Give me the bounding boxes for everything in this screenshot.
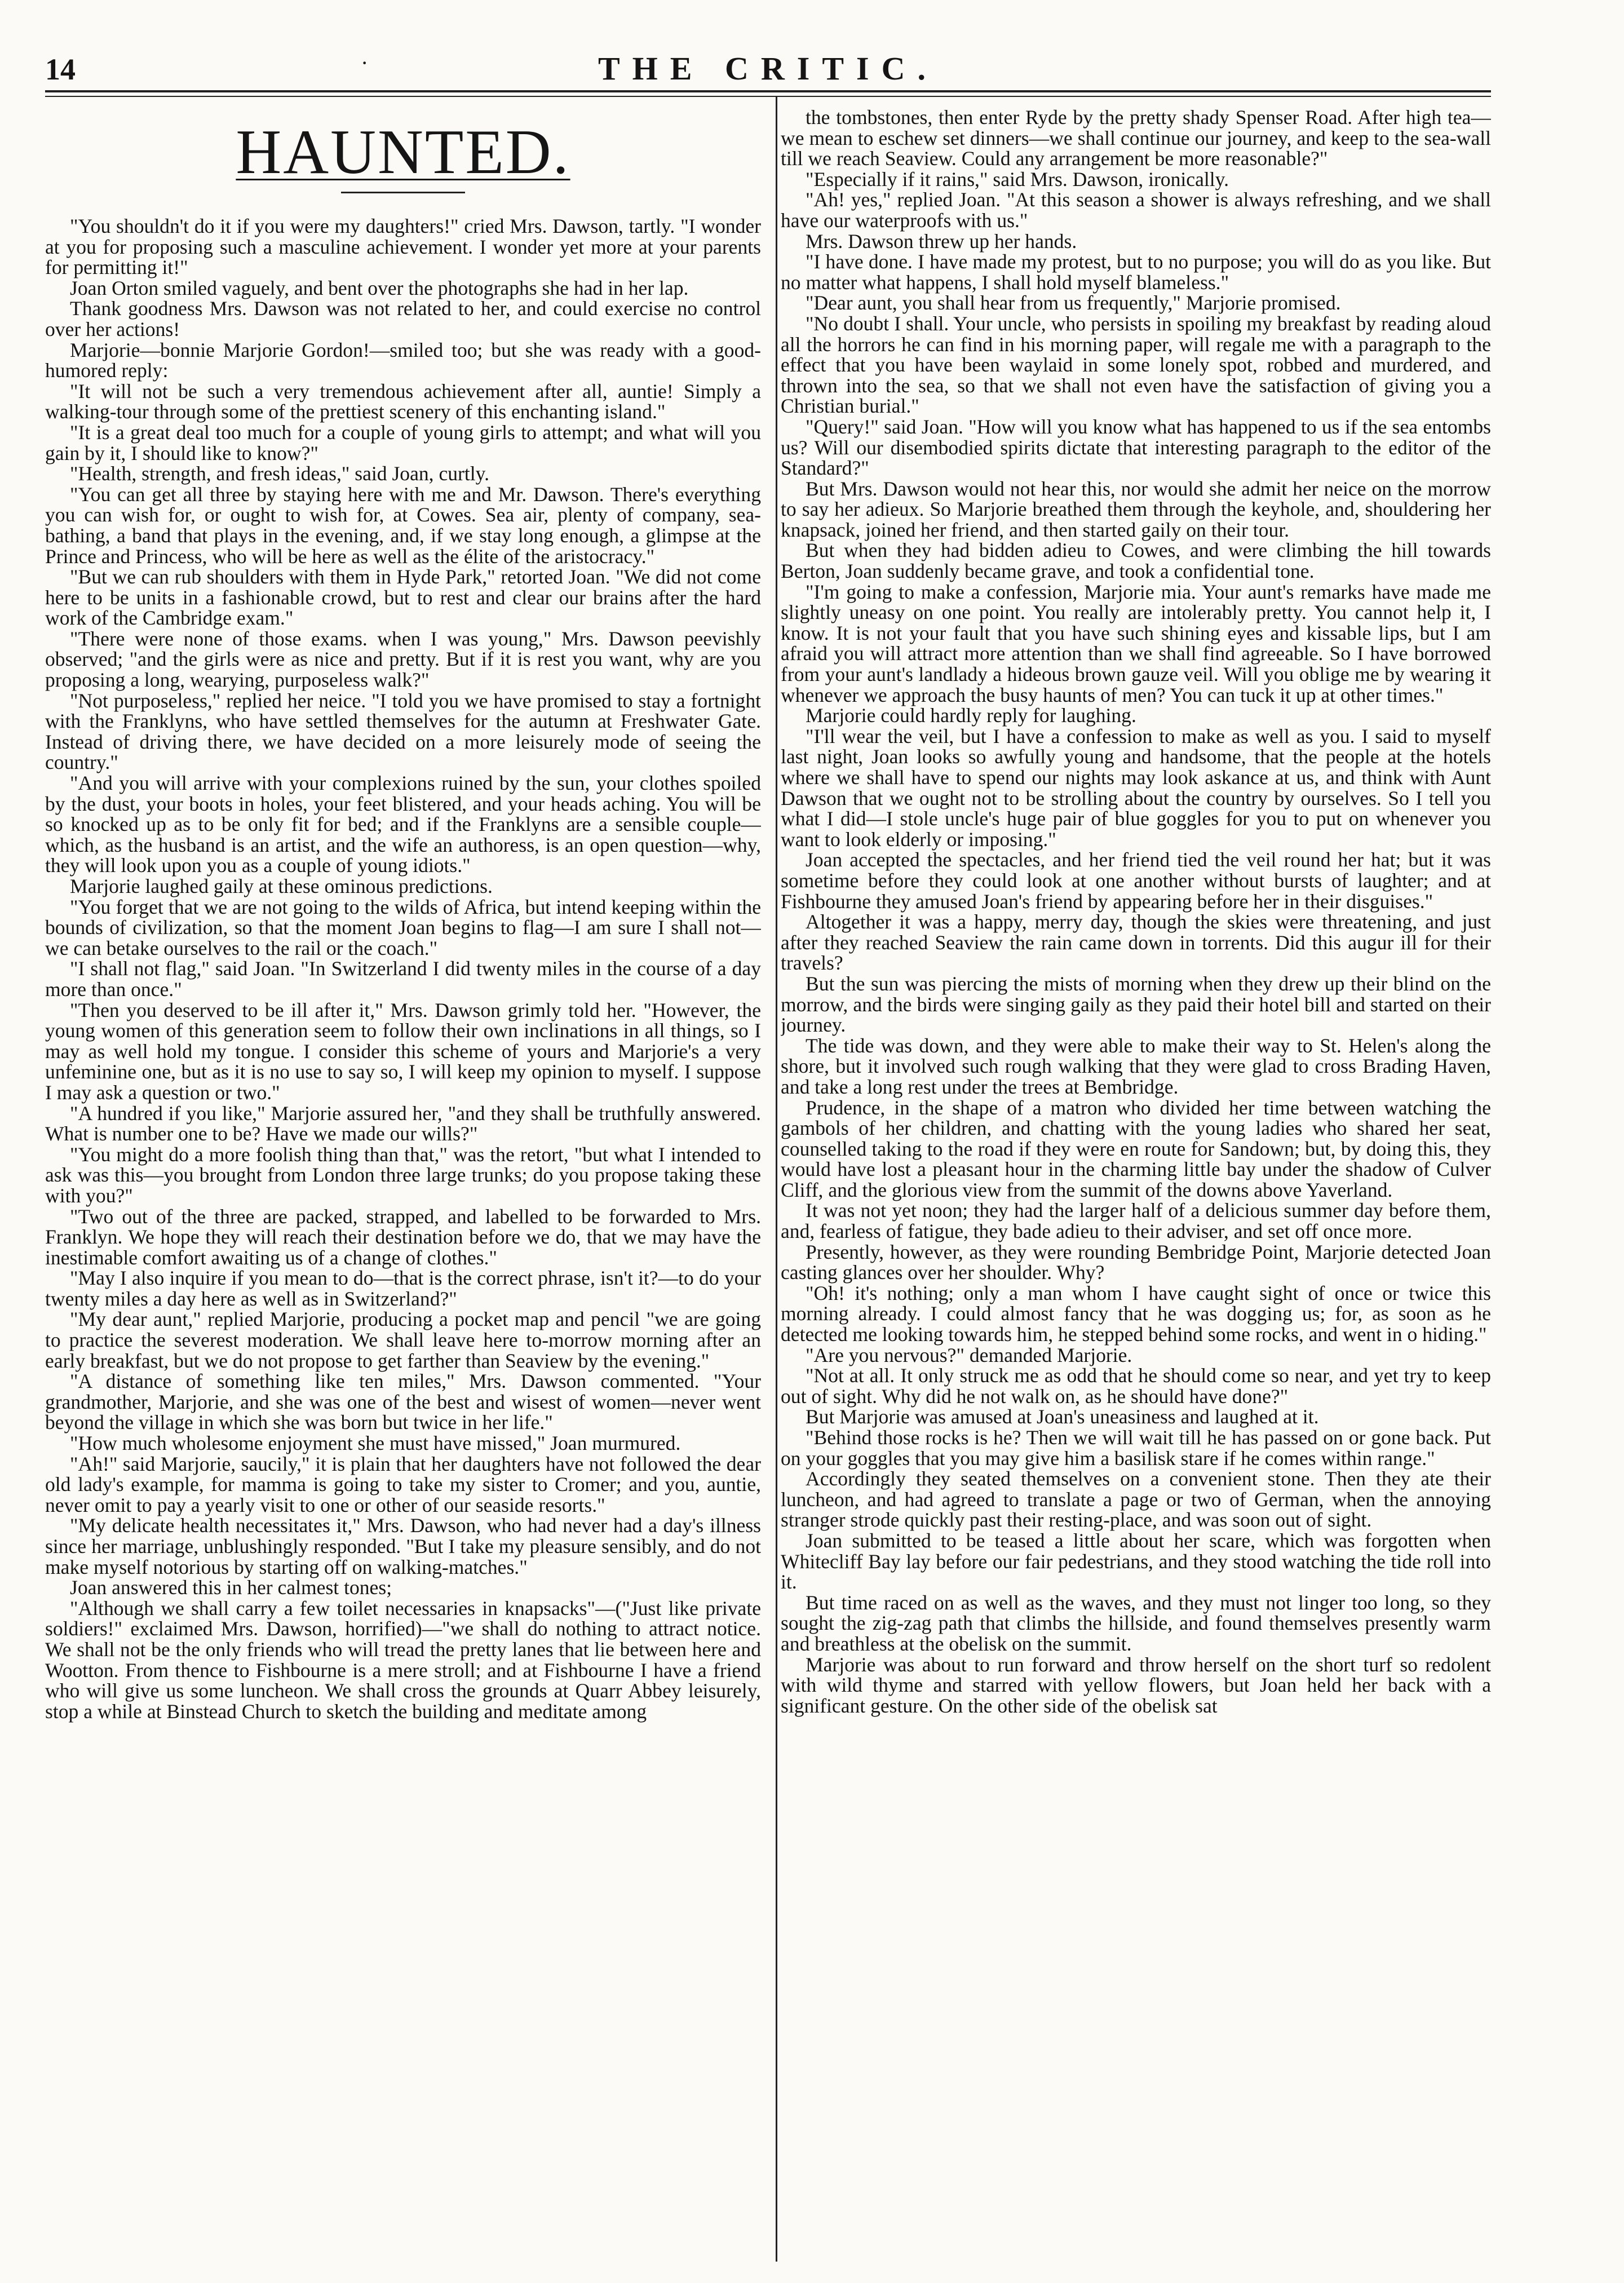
paragraph: "Health, strength, and fresh ideas," said Joan, curtly. <box>70 462 490 485</box>
paragraph: "Although we shall carry a few toilet necessaries in knapsacks"—("Just like private soldiers!" exclaimed Mrs. Dawson, horrified)—"we shall do nothing to attract notice. We shall not be the only friends who will tread the pretty lanes that lie between here and Wootton. From thence to Fishbourne is a mere stroll; and at Fishbourne I have a friend who will give us some luncheon. We shall cross the grounds at Quarr Abbey leisurely, stop a while at Binstead Church to sketch the building and meditate among <box>45 1596 761 1723</box>
paragraph: "May I also inquire if you mean to do—that is the correct phrase, isn't it?—to do your twenty miles a day here as well as in Switzerland?" <box>45 1267 761 1310</box>
paragraph: "It will not be such a very tremendous achievement after all, auntie! Simply a walking-tour through some of the prettiest scenery of this enchanting island." <box>45 379 761 423</box>
article-headline: HAUNTED. <box>236 117 570 187</box>
paragraph: Altogether it was a happy, merry day, though the skies were threatening, and just after they reached Seaview the rain came down in torrents. Did this augur ill for their travels? <box>781 910 1491 975</box>
paragraph: "I'm going to make a confession, Marjorie mia. Your aunt's remarks have made me slightly uneasy on one point. You really are intolerably pretty. You cannot help it, I know. It is not your fault that you have such shining eyes and kissable lips, but I am afraid you will attract more attention than we shall find agreeable. So I have borrowed from your aunt's landlady a hideous brown gauze veil. Will you oblige me by wearing it whenever we approach the busy haunts of men? You can tuck it up at other times." <box>781 580 1491 706</box>
masthead <box>45 50 1491 89</box>
paragraph: Thank goodness Mrs. Dawson was not related to her, and could exercise no control over her actions! <box>45 297 761 340</box>
paragraph: Joan Orton smiled vaguely, and bent over the photographs she had in her lap. <box>70 276 689 299</box>
paragraph: "You might do a more foolish thing than that," was the retort, "but what I intended to ask was this—you brought from London three large trunks; do you propose taking these with you?" <box>45 1143 761 1207</box>
paragraph: "Oh! it's nothing; only a man whom I have caught sight of once or twice this morning already. I could almost fancy that he was dogging us; for, as soon as he detected me looking towards him, he stepped behind some rocks, and went in o hiding." <box>781 1281 1491 1346</box>
paragraph: "A hundred if you like," Marjorie assured her, "and they shall be truthfully answered. What is number one to be? Have we made our wills?" <box>45 1101 761 1145</box>
paragraph: But when they had bidden adieu to Cowes, and were climbing the hill towards Berton, Joan suddenly became grave, and took a confidential tone. <box>781 539 1491 583</box>
paragraph: "Behind those rocks is he? Then we will wait till he has passed on or gone back. Put on your goggles that you may give him a basilisk stare if he comes within range." <box>781 1426 1491 1470</box>
column-divider <box>776 97 777 2262</box>
paragraph: "Then you deserved to be ill after it," Mrs. Dawson grimly told her. "However, the young women of this generation seem to follow their own inclinations in all things, so I may as well hold my tongue. I consider this scheme of yours and Marjorie's a very unfeminine one, but as it is no use to say so, I will keep my opinion to myself. I suppose I may ask a question or two." <box>45 998 761 1104</box>
paragraph: "Query!" said Joan. "How will you know what has happened to us if the sea entombs us? Will our disembodied spirits dictate that interesting paragraph to the editor of the Standard?" <box>781 415 1491 480</box>
paragraph: "You can get all three by staying here with me and Mr. Dawson. There's everything you can wish for, or ought to wish for, at Cowes. Sea air, plenty of company, sea-bathing, a band that plays in the evening, and, if we stay long enough, a glimpse at the Prince and Princess, who will be here as well as the élite of the aristocracy." <box>45 483 761 568</box>
paragraph: Marjorie could hardly reply for laughing. <box>806 704 1136 727</box>
paragraph: "But we can rub shoulders with them in Hyde Park," retorted Joan. "We did not come here to be units in a fashionable crowd, but to rest and clear our brains after the hard work of the Cambridge exam." <box>45 565 761 630</box>
right-column-text <box>781 107 1491 1716</box>
paragraph: Mrs. Dawson threw up her hands. <box>806 229 1077 253</box>
paragraph: "Ah! yes," replied Joan. "At this season a shower is always refreshing, and we shall have our waterproofs with us." <box>781 188 1491 232</box>
paragraph: It was not yet noon; they had the larger half of a delicious summer day before them, and, fearless of fatigue, they bade adieu to their adviser, and set off once more. <box>781 1199 1491 1243</box>
paragraph: Presently, however, as they were rounding Bembridge Point, Marjorie detected Joan casting glances over her shoulder. Why? <box>781 1240 1491 1284</box>
paragraph: "And you will arrive with your complexions ruined by the sun, your clothes spoiled by the dust, your boots in holes, your feet blistered, and your heads aching. You will be so knocked up as to be only fit for bed; and if the Franklyns are a sensible couple—which, as the husband is an artist, and the wife an authoress, is an open question—why, they will look upon you as a couple of young idiots." <box>45 772 761 877</box>
paragraph: "I shall not flag," said Joan. "In Switzerland I did twenty miles in the course of a day more than once." <box>45 957 761 1001</box>
paragraph: Marjorie—bonnie Marjorie Gordon!—smiled too; but she was ready with a good-humored reply: <box>45 338 761 382</box>
paragraph: "There were none of those exams. when I was young," Mrs. Dawson peevishly observed; "and the girls were as nice and pretty. But if it is rest you want, why are you proposing a long, wearying, purposeless walk?" <box>45 627 761 692</box>
paragraph: "You shouldn't do it if you were my daughters!" cried Mrs. Dawson, tartly. "I wonder at you for proposing such a masculine achievement. I wonder yet more at your parents for permitting it!" <box>45 215 761 279</box>
running-title: THE CRITIC. <box>598 50 938 87</box>
left-column-text <box>45 216 761 1722</box>
paragraph: "Dear aunt, you shall hear from us frequently," Marjorie promised. <box>806 291 1341 315</box>
paragraph: "No doubt I shall. Your uncle, who persists in spoiling my breakfast by reading aloud all the horrors he can find in his morning paper, will regale me with a paragraph to the effect that you have been waylaid in some lonely spot, robbed and murdered, and thrown into the sea, so that we shall not even have the satisfaction of giving you a Christian burial." <box>781 312 1491 418</box>
paragraph: "Ah!" said Marjorie, saucily," it is plain that her daughters have not followed the dear old lady's example, for mamma is going to take my sister to Cromer; and you, auntie, never omit to pay a yearly visit to one or other of our seaside resorts." <box>45 1452 761 1516</box>
paragraph: "How much wholesome enjoyment she must have missed," Joan murmured. <box>70 1432 681 1455</box>
paragraph: "I'll wear the veil, but I have a confession to make as well as you. I said to myself last night, Joan looks so awfully young and handsome, that the people at the hotels where we shall have to spend our nights may look askance at us, and think with Aunt Dawson that we ought not to be strolling about the country by ourselves. So I tell you what I did—I stole uncle's huge pair of blue goggles for you to put on whenever you want to look elderly or imposing." <box>781 724 1491 851</box>
paragraph: But Mrs. Dawson would not hear this, nor would she admit her neice on the morrow to say her adieux. So Marjorie breathed them through the keyhole, and, shouldering her knapsack, joined her friend, and then started gaily on their tour. <box>781 477 1491 541</box>
paragraph: Prudence, in the shape of a matron who divided her time between watching the gambols of her children, and chatting with the young ladies who shared her seat, counselled taking to the road if they were en route for Sandown; but, by doing this, they would have lost a pleasant hour in the charming little bay under the shadow of Culver Cliff, and the glorious view from the summit of the downs above Yaverland. <box>781 1096 1491 1201</box>
paragraph: Joan answered this in her calmest tones; <box>70 1576 392 1599</box>
header-rule-thin <box>45 96 1491 97</box>
left-column <box>45 107 761 2266</box>
paragraph: Joan accepted the spectacles, and her friend tied the veil round her hat; but it was sometime before they could look at one another without bursts of laughter; and at Fishbourne they amused Joan's friend by appearing before her in their disguises." <box>781 848 1491 913</box>
paragraph: But time raced on as well as the waves, and they must not linger too long, so they sought the zig-zag path that climbs the hillside, and found themselves presently warm and breathless at the obelisk on the summit. <box>781 1591 1491 1655</box>
paragraph: "You forget that we are not going to the wilds of Africa, but intend keeping within the bounds of civilization, so that the moment Joan begins to flag—I am sure I shall not—we can betake ourselves to the rail or the coach." <box>45 895 761 959</box>
paragraph: "I have done. I have made my protest, but to no purpose; you will do as you like. But no matter what happens, I shall hold myself blameless." <box>781 250 1491 294</box>
paragraph: "Not at all. It only struck me as odd that he should come so near, and yet try to keep out of sight. Why did he not walk on, as he should have done?" <box>781 1364 1491 1408</box>
paragraph: "Not purposeless," replied her neice. "I told you we have promised to stay a fortnight with the Franklyns, who have settled themselves for the autumn at Freshwater Gate. Instead of driving there, we have decided on a more leisurely mode of seeing the country." <box>45 689 761 774</box>
header-rule <box>45 90 1491 92</box>
paragraph: Joan submitted to be teased a little about her scare, which was forgotten when Whitecliff Bay lay before our fair pedestrians, and they stood watching the tide roll into it. <box>781 1529 1491 1594</box>
page-number: 14 <box>45 52 76 86</box>
paragraph: "Two out of the three are packed, strapped, and labelled to be forwarded to Mrs. Franklyn. We hope they will reach their destination before we do, that we may have the inestimable comfort awaiting us of a change of clothes." <box>45 1205 761 1269</box>
right-column <box>781 107 1491 2266</box>
paragraph: "My dear aunt," replied Marjorie, producing a pocket map and pencil "we are going to practice the severest moderation. We shall leave here to-morrow morning after an early breakfast, but we do not propose to get farther than Seaview by the evening." <box>45 1308 761 1372</box>
masthead-dot: · <box>361 50 369 76</box>
paragraph: Marjorie laughed gaily at these ominous predictions. <box>70 875 493 897</box>
paragraph: "It is a great deal too much for a couple of young girls to attempt; and what will you gain by it, I should like to know?" <box>45 421 761 464</box>
paragraph: But the sun was piercing the mists of morning when they drew up their blind on the morrow, and the birds were singing gaily as they paid their hotel bill and started on their journey. <box>781 972 1491 1037</box>
paragraph: "A distance of something like ten miles," Mrs. Dawson commented. "Your grandmother, Marjorie, and she was one of the best and wisest of women—never went beyond the village in which she was born but twice in her life." <box>45 1370 761 1434</box>
paragraph: the tombstones, then enter Ryde by the pretty shady Spenser Road. After high tea—we mean to eschew set dinners—we shall continue our journey, and keep to the sea-wall till we reach Seaview. Could any arrangement be more reasonable?" <box>781 107 1491 170</box>
headline-rule <box>341 192 465 193</box>
paragraph: "Are you nervous?" demanded Marjorie. <box>806 1343 1132 1366</box>
paragraph: "Especially if it rains," said Mrs. Dawson, ironically. <box>806 167 1229 191</box>
paragraph: Marjorie was about to run forward and throw herself on the short turf so redolent with wild thyme and starred with yellow flowers, but Joan held her back with a significant gesture. On the other side of the obelisk sat <box>781 1653 1491 1717</box>
paragraph: Accordingly they seated themselves on a convenient stone. Then they ate their luncheon, and had agreed to translate a page or two of German, when the annoying stranger strode quickly past their resting-place, and was soon out of sight. <box>781 1467 1491 1532</box>
paragraph: "My delicate health necessitates it," Mrs. Dawson, who had never had a day's illness since her marriage, unblushingly responded. "But I take my pleasure sensibly, and do not make myself notorious by starting off on walking-matches." <box>45 1514 761 1578</box>
paragraph: The tide was down, and they were able to make their way to St. Helen's along the shore, but it involved such rough walking that they were glad to cross Brading Haven, and take a long rest under the trees at Bembridge. <box>781 1034 1491 1098</box>
paragraph: But Marjorie was amused at Joan's uneasiness and laughed at it. <box>806 1405 1319 1428</box>
